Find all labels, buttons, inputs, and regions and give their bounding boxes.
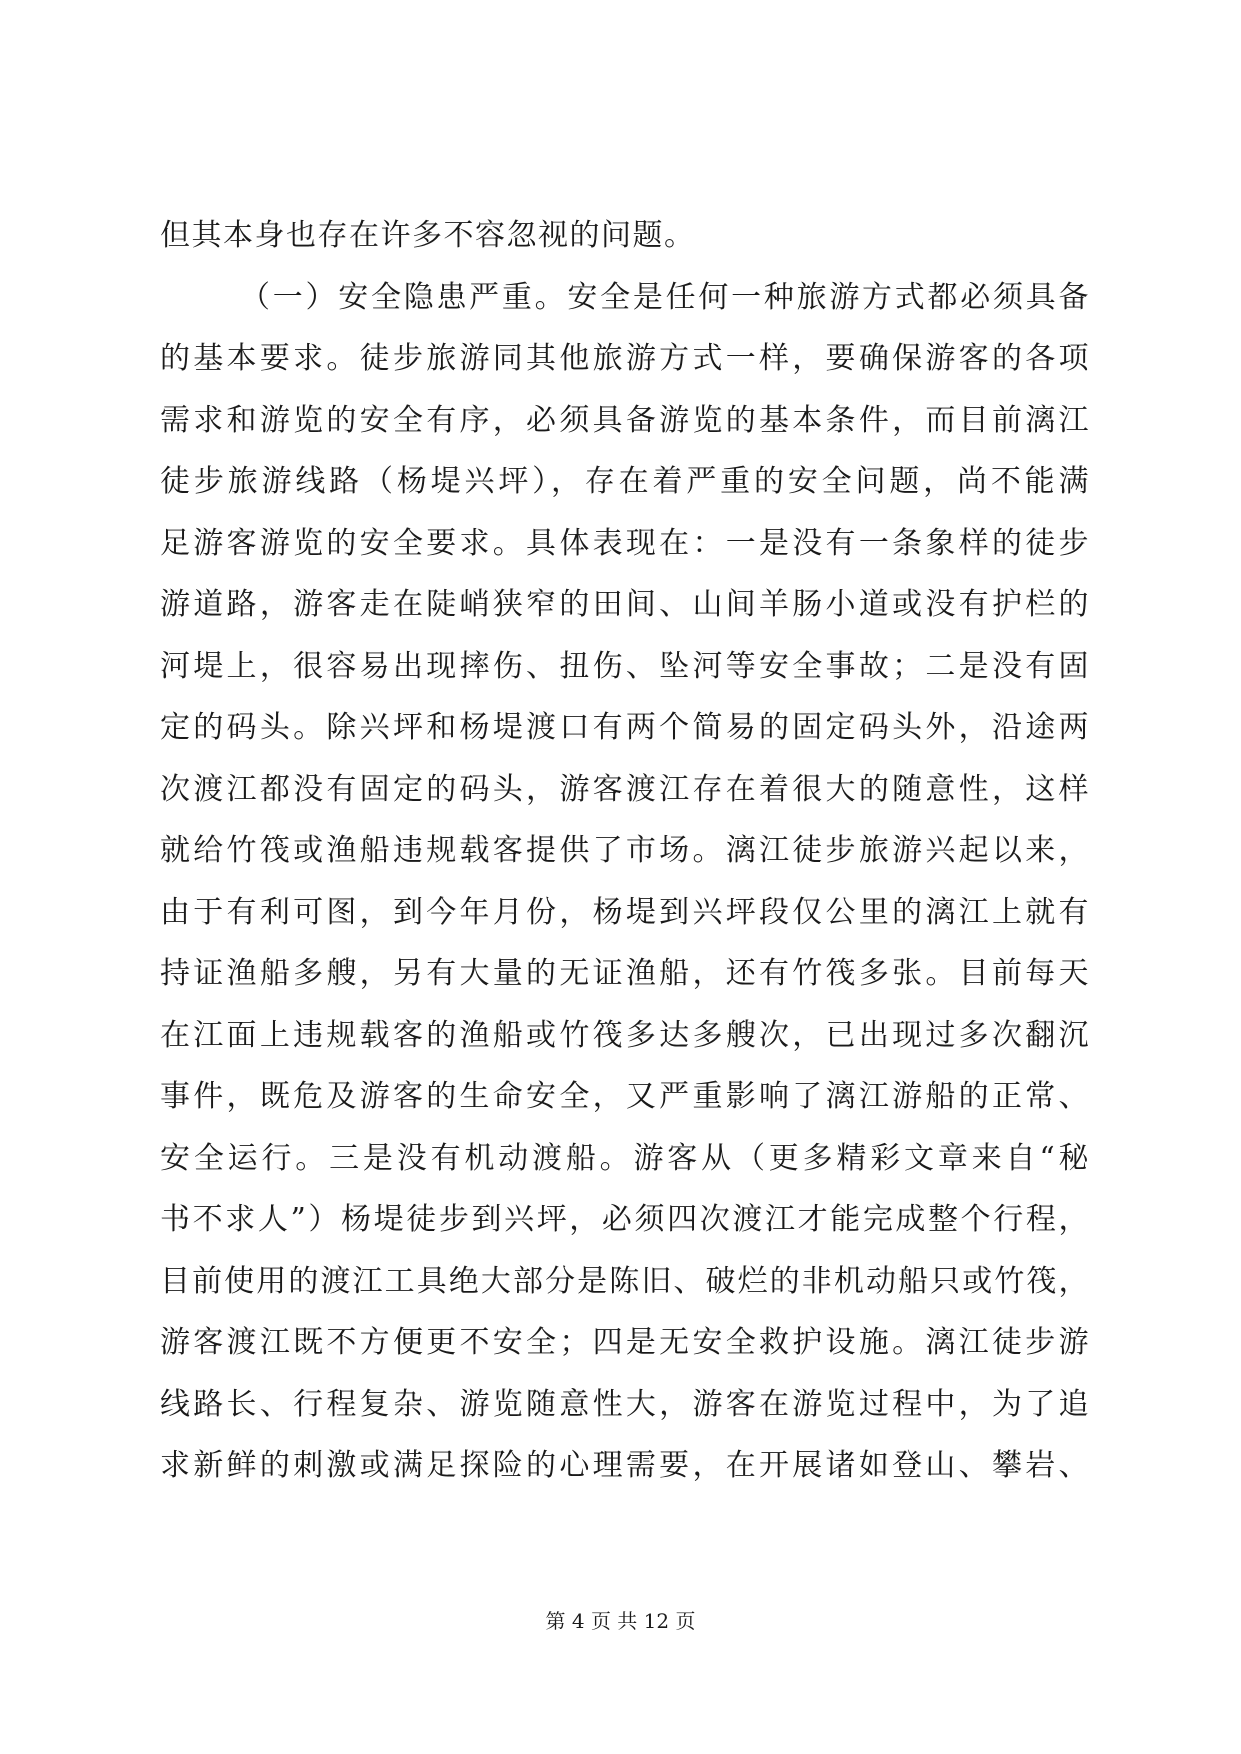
text-line: 持证渔船多艘，另有大量的无证渔船，还有竹筏多张。目前每天 [160,956,1090,991]
text-line: 河堤上，很容易出现摔伤、扭伤、坠河等安全事故；二是没有固 [160,648,1090,684]
page-number-footer: 第 4 页 共 12 页 [545,1609,696,1633]
body-text [160,205,1090,1497]
text-line: 由于有利可图，到今年月份，杨堤到兴坪段仅公里的漓江上就有 [160,894,1090,930]
section-heading-line: （一）安全隐患严重。安全是任何一种旅游方式都必须具备 [240,279,1090,315]
text-line: 安全运行。三是没有机动渡船。游客从（更多精彩文章来自“秘 [160,1140,1090,1176]
text-line: 定的码头。除兴坪和杨堤渡口有两个简易的固定码头外，沿途两 [160,710,1090,745]
text-line: 的基本要求。徒步旅游同其他旅游方式一样，要确保游客的各项 [160,341,1090,376]
text-line: 求新鲜的刺激或满足探险的心理需要，在开展诸如登山、攀岩、 [160,1448,1090,1483]
text-line: 就给竹筏或渔船违规载客提供了市场。漓江徒步旅游兴起以来， [160,833,1090,868]
text-line: 但其本身也存在许多不容忽视的问题。 [160,218,696,253]
text-line: 书不求人”）杨堤徒步到兴坪，必须四次渡江才能完成整个行程， [160,1202,1090,1237]
text-line: 足游客游览的安全要求。具体表现在：一是没有一条象样的徒步 [160,525,1090,561]
text-line: 线路长、行程复杂、游览随意性大，游客在游览过程中，为了追 [160,1386,1090,1422]
text-line: 游道路，游客走在陡峭狭窄的田间、山间羊肠小道或没有护栏的 [160,587,1090,622]
text-line: 在江面上违规载客的渔船或竹筏多达多艘次，已出现过多次翻沉 [160,1017,1090,1053]
text-line: 徒步旅游线路（杨堤兴坪），存在着严重的安全问题，尚不能满 [160,464,1090,499]
text-line: 目前使用的渡江工具绝大部分是陈旧、破烂的非机动船只或竹筏， [160,1263,1090,1299]
text-line: 需求和游览的安全有序，必须具备游览的基本条件，而目前漓江 [160,402,1090,438]
text-line: 游客渡江既不方便更不安全；四是无安全救护设施。漓江徒步游 [160,1325,1090,1360]
text-line: 次渡江都没有固定的码头，游客渡江存在着很大的随意性，这样 [160,771,1090,807]
text-line: 事件，既危及游客的生命安全，又严重影响了漓江游船的正常、 [160,1079,1090,1114]
